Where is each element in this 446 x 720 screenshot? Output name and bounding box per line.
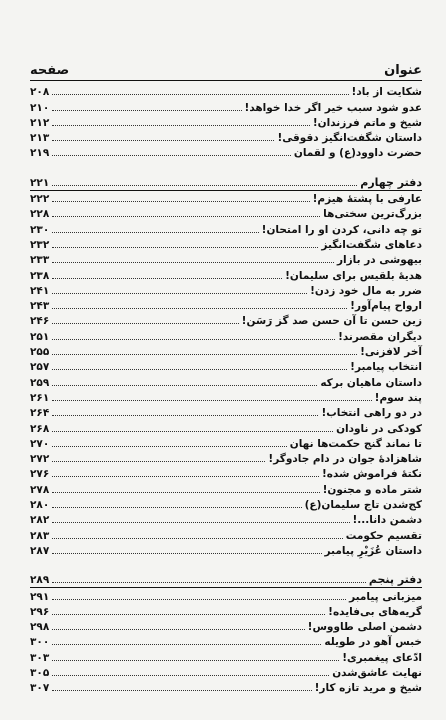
toc-entry: [30, 115, 422, 130]
toc-entry-title: عدو شود سبب خیر اگر خدا خواهد!: [244, 101, 422, 114]
toc-entry: [30, 619, 422, 634]
section-heading: [30, 174, 422, 189]
toc-entry-title: تو چه دانی، کردن او را امتحان!: [261, 223, 422, 236]
toc-entry-page: ۲۳۸: [30, 269, 50, 282]
section-heading: [30, 572, 422, 587]
dot-leader: [52, 476, 319, 477]
toc-entry: [30, 451, 422, 466]
toc-entry: [30, 588, 422, 603]
toc-entry: [30, 512, 422, 527]
dot-leader: [52, 614, 325, 615]
dot-leader: [52, 185, 357, 186]
dot-leader: [52, 599, 346, 600]
section-spacer: [30, 160, 422, 174]
toc-entry-title: گریه‌های بی‌فایده!: [328, 605, 422, 618]
toc-entry-title: تقسیم حکومت: [345, 529, 422, 542]
toc-entry-page: ۲۵۵: [30, 346, 50, 359]
toc-entry-page: ۲۹۱: [30, 590, 50, 603]
dot-leader: [52, 446, 287, 447]
toc-entry-title: دشمن اصلی طاووس!: [307, 621, 422, 634]
toc-entry: [30, 84, 422, 99]
page-column-heading: صفحه: [30, 63, 70, 78]
toc-entry-title: ادّعای پیغمبری!: [342, 651, 422, 664]
toc-entry: [30, 527, 422, 542]
toc-entry-page: ۲۶۸: [30, 422, 50, 435]
dot-leader: [52, 216, 320, 217]
toc-entry-page: ۲۷۶: [30, 468, 50, 481]
toc-entry-page: ۲۸۳: [30, 529, 50, 542]
dot-leader: [52, 522, 349, 523]
toc-entry-title: بیهوشی در بازار: [336, 254, 422, 267]
toc-entry-page: ۲۳۰: [30, 223, 50, 236]
toc-entry: [30, 237, 422, 252]
toc-entry-title: دشمن دانا...!: [352, 514, 422, 527]
toc-entry-title: داستان شگفت‌انگیز دقوقی!: [277, 132, 422, 145]
toc-section: [30, 81, 422, 160]
dot-leader: [52, 308, 347, 309]
toc-entry-title: انتخاب پیامبر!: [350, 361, 422, 374]
toc-entry: [30, 649, 422, 664]
toc-entry: [30, 313, 422, 328]
section-heading-page: ۲۲۱: [30, 176, 50, 189]
toc-entry-title: شتر ماده و مجنون!: [322, 483, 422, 496]
toc-entry-page: ۲۴۳: [30, 300, 50, 313]
dot-leader: [52, 461, 265, 462]
toc-entry-page: ۲۱۳: [30, 132, 50, 145]
dot-leader: [52, 110, 241, 111]
dot-leader: [52, 247, 318, 248]
toc-entry: [30, 543, 422, 558]
toc-entry-page: ۲۹۶: [30, 605, 50, 618]
dot-leader: [52, 201, 309, 202]
toc-entry: [30, 221, 422, 236]
dot-leader: [52, 232, 258, 233]
toc-entry-page: ۳۰۰: [30, 636, 50, 649]
toc-entry-page: ۲۵۷: [30, 361, 50, 374]
section-heading-page: ۲۸۹: [30, 574, 50, 587]
dot-leader: [52, 385, 317, 386]
toc-entry: [30, 328, 422, 343]
toc-entry-title: پند سوم!: [374, 391, 422, 404]
toc-entry-page: ۲۴۶: [30, 315, 50, 328]
dot-leader: [52, 94, 348, 95]
toc-entry-title: نهایت عاشق‌شدن: [332, 666, 422, 679]
toc-entry: [30, 283, 422, 298]
dot-leader: [52, 415, 318, 416]
toc-entry-title: هدیهٔ بلقیس برای سلیمان!: [285, 269, 422, 282]
dot-leader: [52, 125, 310, 126]
dot-leader: [52, 354, 357, 355]
toc-entry: [30, 390, 422, 405]
toc-entry-title: دعاهای شگفت‌انگیز: [321, 238, 422, 251]
toc-section: [30, 558, 422, 695]
toc-entry-title: در دو راهی انتخاب!: [321, 407, 422, 420]
toc-entry: [30, 405, 422, 420]
toc-entry-title: بزرگ‌ترین سختی‌ها: [323, 208, 422, 221]
section-spacer: [30, 558, 422, 572]
dot-leader: [52, 582, 366, 583]
toc-entry: [30, 634, 422, 649]
toc-entry: [30, 298, 422, 313]
toc-entry: [30, 466, 422, 481]
toc-entry-page: ۲۷۸: [30, 483, 50, 496]
toc-entry-title: داستان ماهیان برکه: [320, 376, 422, 389]
dot-leader: [52, 369, 347, 370]
toc-entry-page: ۲۸۲: [30, 514, 50, 527]
toc-entry-title: کودکی در ناودان: [336, 422, 422, 435]
toc-entry: [30, 359, 422, 374]
toc-entry: [30, 191, 422, 206]
toc-entry-title: ارواح پیام‌آور!: [350, 300, 422, 313]
toc-entry-page: ۲۱۰: [30, 101, 50, 114]
dot-leader: [52, 690, 311, 691]
dot-leader: [52, 431, 333, 432]
section-heading-title: دفتر پنجم: [368, 573, 422, 587]
dot-leader: [52, 323, 238, 324]
toc-entry: [30, 420, 422, 435]
dot-leader: [52, 155, 291, 156]
dot-leader: [52, 660, 339, 661]
toc-entry: [30, 130, 422, 145]
toc-entry-page: ۲۱۹: [30, 147, 50, 160]
toc-entry-page: ۲۲۲: [30, 193, 50, 206]
dot-leader: [52, 675, 329, 676]
toc-entry: [30, 680, 422, 695]
dot-leader: [52, 507, 301, 508]
toc-entry: [30, 145, 422, 160]
toc-body: [30, 81, 422, 695]
toc-entry-page: ۲۸۰: [30, 499, 50, 512]
toc-entry: [30, 604, 422, 619]
title-column-heading: عنوان: [384, 63, 422, 78]
dot-leader: [52, 553, 321, 554]
toc-entry: [30, 374, 422, 389]
toc-entry-title: تا نماند گنج حکمت‌ها نهان: [289, 437, 422, 450]
toc-entry-title: میزبانی پیامبر: [349, 590, 422, 603]
dot-leader: [52, 629, 304, 630]
toc-section: [30, 160, 422, 557]
toc-entry-title: آخر لافزنی!: [360, 346, 422, 359]
toc-entry-page: ۲۶۴: [30, 407, 50, 420]
toc-entry-page: ۲۱۲: [30, 116, 50, 129]
toc-entry: [30, 99, 422, 114]
dot-leader: [52, 538, 343, 539]
toc-entry-page: ۲۰۸: [30, 86, 50, 99]
toc-entry: [30, 252, 422, 267]
toc-entry-page: ۲۹۸: [30, 621, 50, 634]
toc-entry-page: ۲۴۱: [30, 284, 50, 297]
dot-leader: [52, 400, 371, 401]
toc-entry: [30, 481, 422, 496]
toc-entry: [30, 267, 422, 282]
toc-header: [30, 62, 422, 81]
toc-entry-title: شکایت از باد!: [351, 86, 422, 99]
toc-entry-page: ۲۲۸: [30, 208, 50, 221]
dot-leader: [52, 140, 274, 141]
toc-entry: [30, 436, 422, 451]
toc-entry: [30, 206, 422, 221]
toc-entry-page: ۳۰۳: [30, 651, 50, 664]
toc-entry-page: ۲۵۹: [30, 376, 50, 389]
toc-entry-page: ۲۵۱: [30, 330, 50, 343]
toc-entry-title: حضرت داوود(ع) و لقمان: [293, 147, 422, 160]
toc-entry-page: ۲۸۷: [30, 544, 50, 557]
toc-entry-title: خبس آهو در طویله: [324, 636, 422, 649]
toc-entry-title: کج‌شدن تاج سلیمان(ع): [304, 499, 422, 512]
dot-leader: [52, 339, 335, 340]
toc-entry-page: ۲۷۰: [30, 437, 50, 450]
dot-leader: [52, 278, 282, 279]
dot-leader: [52, 293, 307, 294]
toc-entry-page: ۲۳۳: [30, 254, 50, 267]
toc-entry-title: زین حسن تا آن حسن صد گز رَسَن!: [241, 315, 422, 328]
toc-entry-title: داستان عُزَیْرِ پیامبر: [324, 544, 422, 557]
dot-leader: [52, 644, 321, 645]
toc-entry-page: ۲۷۲: [30, 453, 50, 466]
toc-entry-title: دیگران مقصرند!: [338, 330, 422, 343]
toc-entry: [30, 344, 422, 359]
dot-leader: [52, 262, 334, 263]
toc-entry-page: ۲۶۱: [30, 391, 50, 404]
toc-entry-title: شیخ و مرید تازه کار!: [314, 682, 422, 695]
toc-entry: [30, 665, 422, 680]
toc-entry-page: ۲۳۲: [30, 238, 50, 251]
toc-entry: [30, 497, 422, 512]
toc-entry-title: عارفی با پشتهٔ هیزم!: [312, 193, 422, 206]
section-heading-title: دفتر چهارم: [360, 175, 422, 189]
toc-entry-title: نکتهٔ فراموش شده!: [322, 468, 422, 481]
toc-entry-page: ۳۰۷: [30, 682, 50, 695]
toc-entry-page: ۳۰۵: [30, 666, 50, 679]
dot-leader: [52, 492, 319, 493]
toc-entry-title: ضرر به مال خود زدن!: [310, 284, 422, 297]
toc-entry-title: شیخ و ماتم فرزندان!: [312, 116, 422, 129]
toc-entry-title: شاهزادهٔ جوان در دام جادوگر!: [268, 453, 422, 466]
